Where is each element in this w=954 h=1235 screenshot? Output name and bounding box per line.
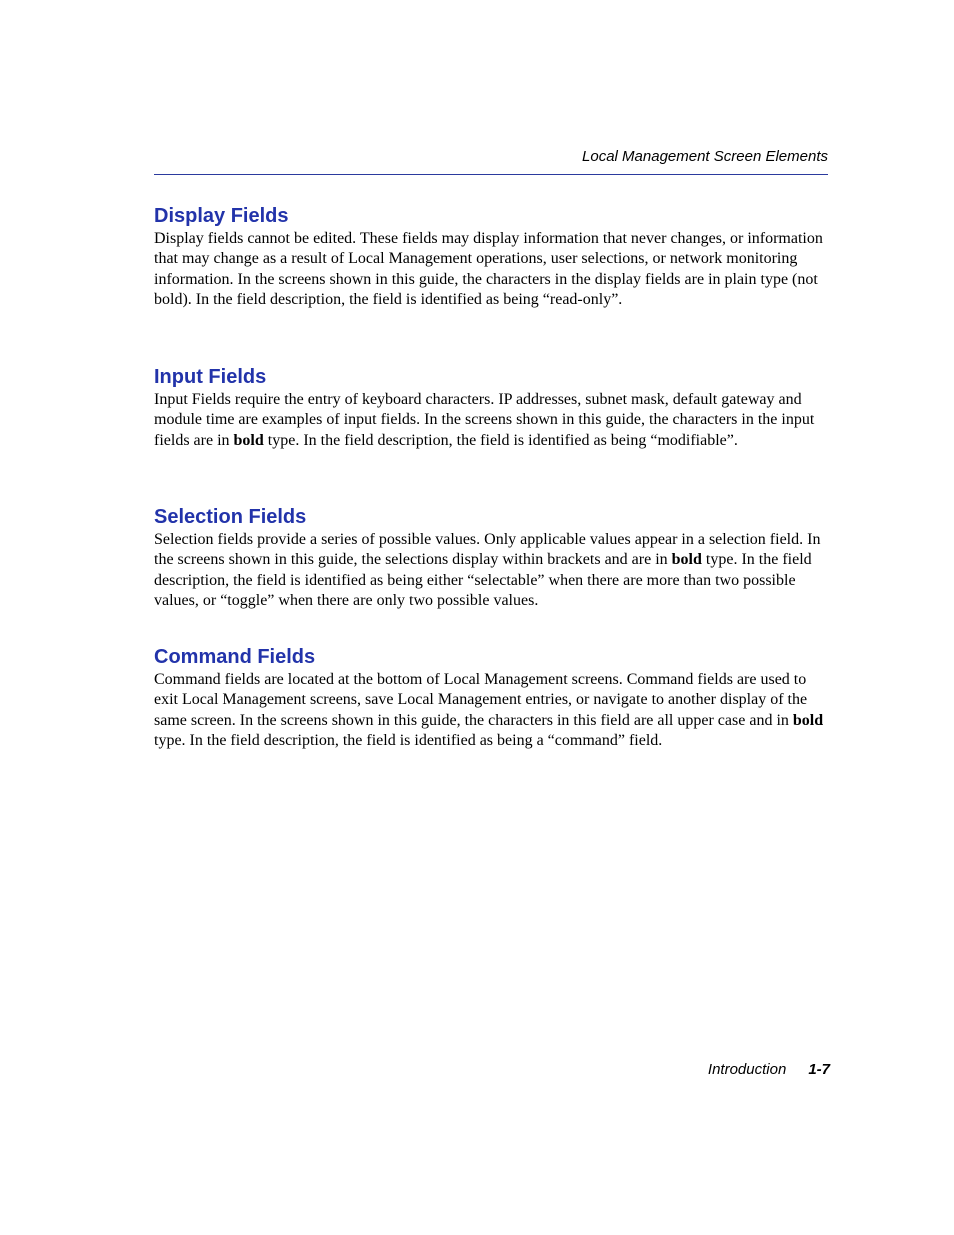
section-selection-fields [154, 505, 828, 611]
body-text: Display fields cannot be edited. These fields may display information that never changes, or information that may change as a result of Local Management operations, user selections, or network monitoring information. In the screens shown in this guide, the characters in the display fields are in plain type (not bold). In the field description, the field is identified as being “read-only”. [154, 230, 823, 308]
section-display-fields [154, 204, 828, 310]
footer-page-number: 1-7 [808, 1061, 830, 1078]
bold-term: bold [671, 551, 702, 569]
header-rule [154, 174, 828, 175]
page-footer [154, 1061, 830, 1079]
section-heading: Display Fields [154, 205, 289, 227]
body-text: type. In the field description, the field is identified as being either “selectable” when there are more than two possible values, or “toggle” when there are only two possible values. [154, 551, 812, 609]
body-text: type. In the field description, the field is identified as being “modifiable”. [263, 431, 738, 449]
section-input-fields [154, 365, 828, 451]
section-heading: Input Fields [154, 366, 267, 388]
section-body [154, 390, 828, 451]
body-text: Selection fields provide a series of possible values. Only applicable values appear in a selection field. In the screens shown in this guide, the selections display within brackets and are in [154, 531, 821, 569]
running-header: Local Management Screen Elements [582, 148, 828, 165]
section-heading: Selection Fields [154, 506, 307, 528]
body-text: Command fields are located at the bottom of Local Management screens. Command fields are used to exit Local Management screens, save Local Management entries, or navigate to another display of the same screen. In the screens shown in this guide, the characters in this field are all upper case and in [154, 671, 808, 729]
body-text: Input Fields require the entry of keyboard characters. IP addresses, subnet mask, default gateway and module time are examples of input fields. In the screens shown in this guide, the characters in the input fields are in [154, 391, 815, 449]
section-heading: Command Fields [154, 646, 316, 668]
body-text: type. In the field description, the field is identified as being a “command” field. [154, 731, 663, 749]
section-command-fields [154, 645, 828, 751]
bold-term: bold [792, 711, 824, 729]
footer-chapter: Introduction [707, 1061, 787, 1078]
section-body [154, 530, 828, 611]
section-body [154, 670, 828, 751]
bold-term: bold [233, 431, 264, 449]
section-body [154, 229, 828, 310]
